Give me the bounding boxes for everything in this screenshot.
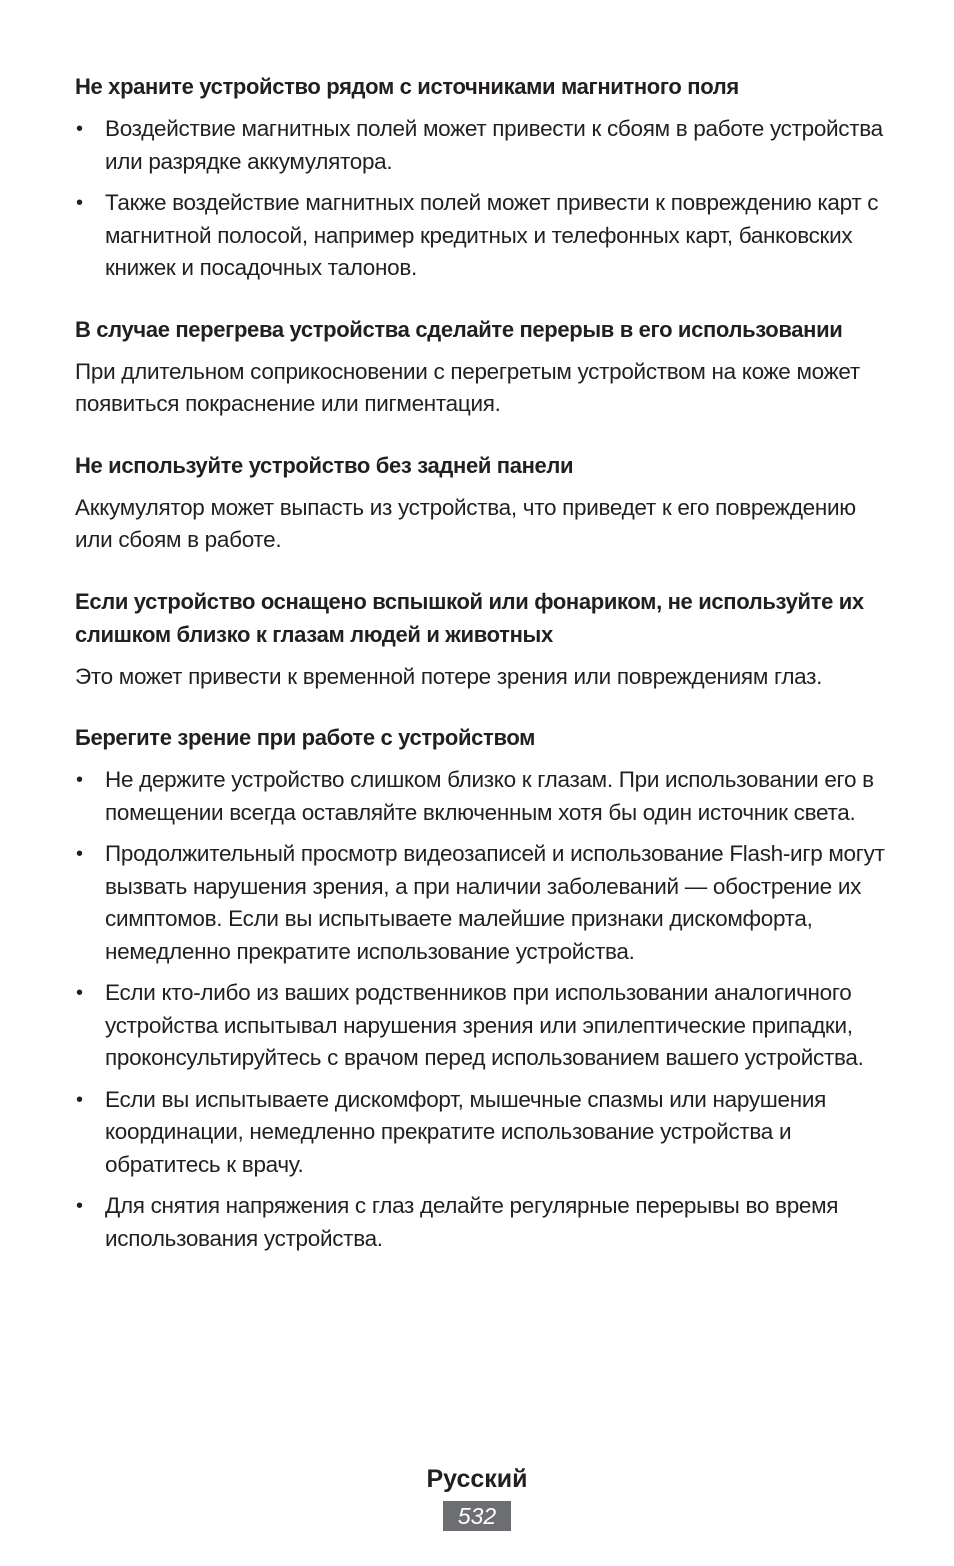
- section-text: При длительном соприкосновении с перегретым устройством на коже может появиться покраснение или пигментация.: [75, 358, 860, 416]
- list-item: [75, 764, 885, 829]
- document-body: [75, 70, 885, 1283]
- list-item-text: Воздействие магнитных полей может привести к сбоям в работе устройства или разрядке аккумулятора.: [105, 116, 883, 174]
- section-heading: Берегите зрение при работе с устройством: [75, 725, 536, 750]
- list-item-text: Также воздействие магнитных полей может привести к повреждению карт с магнитной полосой, например кредитных и телефонных карт, банковских книжек и посадочных талонов.: [105, 190, 879, 280]
- bullet-icon: •: [76, 843, 83, 865]
- list-item: [75, 187, 885, 285]
- section-overheating: [75, 313, 885, 421]
- section-eyesight: [75, 721, 885, 1255]
- list-item-text: Если кто-либо из ваших родственников при использовании аналогичного устройства испытывал нарушения зрения или эпилептические припадки, проконсультируйтесь с врачом перед использованием вашего устройства.: [105, 980, 864, 1070]
- page-number-badge: 532: [443, 1501, 511, 1531]
- section-text: Это может привести к временной потере зрения или повреждениям глаз.: [75, 663, 823, 689]
- section-magnetic-fields: [75, 70, 885, 285]
- bullet-icon: •: [76, 118, 83, 140]
- list-item-text: Продолжительный просмотр видеозаписей и использование Flash-игр могут вызвать нарушения зрения, а при наличии заболеваний — обострение их симптомов. Если вы испытываете малейшие признаки дискомфорта, немедленно прекратите использование устройства.: [105, 841, 885, 964]
- language-label: Русский: [426, 1465, 528, 1493]
- list-item-text: Не держите устройство слишком близко к глазам. При использовании его в помещении всегда оставляйте включенным хотя бы один источник света.: [105, 767, 874, 825]
- list-item: [75, 977, 885, 1075]
- section-heading: Не храните устройство рядом с источниками магнитного поля: [75, 74, 739, 99]
- list-item-text: Если вы испытываете дискомфорт, мышечные спазмы или нарушения координации, немедленно прекратите использование устройства и обратитесь к врачу.: [105, 1086, 827, 1177]
- section-text: Аккумулятор может выпасть из устройства, что приведет к его повреждению или сбоям в работе.: [75, 494, 856, 552]
- bullet-icon: •: [76, 982, 83, 1004]
- list-item: [75, 1084, 885, 1182]
- section-heading: Не используйте устройство без задней панели: [75, 452, 574, 478]
- section-back-cover: [75, 449, 885, 557]
- section-heading: В случае перегрева устройства сделайте перерыв в его использовании: [75, 316, 843, 342]
- list-item: [75, 838, 885, 968]
- bullet-list: [75, 764, 885, 1255]
- bullet-icon: •: [76, 1088, 83, 1111]
- list-item: [75, 1190, 885, 1255]
- section-heading: Если устройство оснащено вспышкой или фонариком, не используйте их слишком близко к глазам людей и животных: [75, 588, 864, 647]
- bullet-list: [75, 113, 885, 285]
- list-item: [75, 113, 885, 178]
- bullet-icon: •: [76, 1195, 83, 1217]
- list-item-text: Для снятия напряжения с глаз делайте регулярные перерывы во время использования устройства.: [105, 1193, 839, 1251]
- page-footer: [0, 1462, 954, 1531]
- bullet-icon: •: [76, 769, 83, 791]
- section-flash: [75, 585, 885, 694]
- bullet-icon: •: [76, 192, 83, 214]
